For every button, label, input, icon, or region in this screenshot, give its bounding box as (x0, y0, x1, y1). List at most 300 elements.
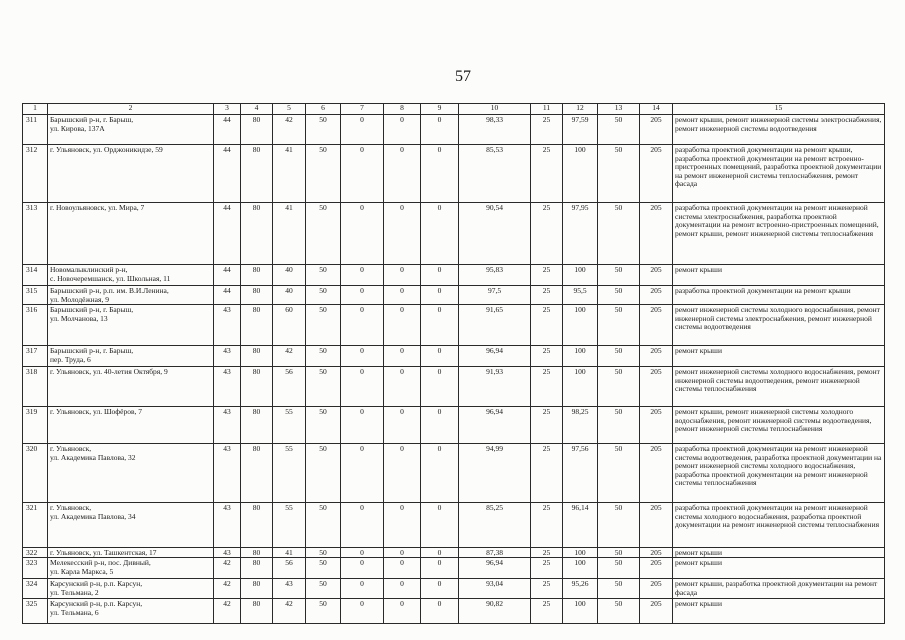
cell-col-8 (384, 145, 421, 203)
cell-text: 205 (650, 346, 662, 355)
cell-text: 205 (650, 599, 662, 608)
cell-text: 97,59 (571, 115, 589, 124)
page-number: 57 (455, 68, 471, 85)
cell-row-number (23, 599, 48, 624)
cell-col-5 (273, 305, 306, 346)
cell-text: 320 (26, 444, 38, 453)
cell-text: 50 (319, 444, 327, 453)
cell-row-number (23, 265, 48, 286)
cell-text: 96,14 (571, 503, 589, 512)
cell-text: 0 (360, 145, 364, 154)
cell-col-9 (421, 305, 459, 346)
cell-text: 0 (400, 145, 404, 154)
cell-col-3 (214, 265, 241, 286)
cell-col-6 (306, 115, 341, 145)
cell-works-description (673, 145, 885, 203)
cell-col-9 (421, 286, 459, 305)
cell-text: 318 (26, 367, 38, 376)
cell-text: 50 (614, 599, 623, 608)
cell-text: 25 (542, 203, 551, 212)
cell-col-13 (598, 203, 640, 265)
cell-col-4 (241, 367, 273, 407)
cell-text: 96,94 (486, 407, 503, 416)
cell-text: 0 (400, 305, 404, 314)
cell-text: 0 (437, 579, 442, 588)
cell-text: 50 (614, 145, 623, 154)
cell-col-8 (384, 265, 421, 286)
cell-text: 80 (252, 599, 261, 608)
cell-col-12 (563, 286, 598, 305)
cell-text: разработка проектной документации на ремонт инженерной системы водоотведения, разработка проектной документации на ремонт инженерной системы холодного водоснабжения, разработка проектной документации на ремонт инженерной системы теплоснабжения (675, 444, 882, 488)
cell-text: 50 (319, 286, 327, 295)
cell-col-10 (459, 599, 531, 624)
cell-col-7 (341, 407, 384, 444)
cell-col-5 (273, 558, 306, 579)
cell-text: 205 (650, 305, 662, 314)
cell-col-4 (241, 444, 273, 503)
cell-text: 44 (223, 265, 231, 274)
cell-text: 50 (319, 579, 327, 588)
cell-col-9 (421, 558, 459, 579)
cell-col-7 (341, 115, 384, 145)
cell-col-13 (598, 145, 640, 203)
cell-col-12 (563, 145, 598, 203)
cell-text: г. Ульяновск, ул. Орджоникидзе, 59 (50, 145, 163, 154)
cell-text: 80 (252, 265, 261, 274)
cell-text: 0 (400, 203, 404, 212)
cell-text: 50 (319, 346, 327, 355)
cell-col-4 (241, 599, 273, 624)
cell-text: 90,82 (486, 599, 503, 608)
cell-col-8 (384, 367, 421, 407)
cell-text: 80 (252, 203, 261, 212)
cell-text: 205 (650, 548, 662, 557)
cell-col-13 (598, 346, 640, 367)
column-header-9: 9 (421, 104, 459, 115)
cell-text: г. Ульяновск, ул. Ташкентская, 17 (50, 548, 157, 557)
cell-text: 0 (437, 145, 442, 154)
cell-text: 87,38 (486, 548, 503, 557)
column-header-4: 4 (241, 104, 273, 115)
cell-text: 80 (252, 346, 261, 355)
cell-text: 56 (285, 558, 293, 567)
cell-col-8 (384, 346, 421, 367)
cell-text: 95,5 (573, 286, 587, 295)
cell-col-10 (459, 444, 531, 503)
cell-col-8 (384, 115, 421, 145)
cell-text: 43 (223, 444, 231, 453)
cell-col-9 (421, 145, 459, 203)
cell-text: 80 (252, 503, 261, 512)
cell-text: 50 (319, 548, 327, 557)
cell-text: ремонт инженерной системы холодного водоснабжения, ремонт инженерной системы электроснабжения, ремонт инженерной системы водоотведения (675, 305, 880, 332)
cell-text: 42 (285, 115, 293, 124)
cell-text: 94,99 (486, 444, 503, 453)
table-row (23, 599, 885, 624)
cell-text: 0 (360, 305, 364, 314)
cell-text: 0 (400, 265, 404, 274)
cell-text: 85,25 (486, 503, 503, 512)
cell-text: 40 (285, 286, 293, 295)
table-row (23, 346, 885, 367)
cell-col-12 (563, 265, 598, 286)
cell-col-3 (214, 286, 241, 305)
cell-text: 322 (26, 548, 38, 557)
cell-col-10 (459, 305, 531, 346)
cell-col-6 (306, 203, 341, 265)
cell-text: 324 (26, 579, 38, 588)
cell-col-8 (384, 503, 421, 548)
cell-text: 205 (650, 145, 662, 154)
cell-text: 80 (252, 367, 261, 376)
cell-row-number (23, 558, 48, 579)
cell-text: 0 (360, 115, 364, 124)
cell-text: разработка проектной документации на ремонт крыши, разработка проектной документации на ремонт встроенно-пристроенных помещений, разработка проектной документации на ремонт инженерной системы теплоснабжения, ремонт фасада (675, 145, 882, 189)
cell-text: 50 (614, 203, 623, 212)
cell-text: 80 (252, 145, 261, 154)
cell-text: Карсунский р-н, р.п. Карсун, ул. Тельмана, 2 (50, 579, 143, 597)
cell-text: 25 (542, 407, 551, 416)
cell-text: 50 (319, 503, 327, 512)
cell-text: 97,95 (571, 203, 589, 212)
cell-col-11 (531, 203, 563, 265)
cell-col-14 (640, 203, 673, 265)
cell-col-5 (273, 579, 306, 599)
cell-text: 50 (614, 579, 623, 588)
cell-text: 0 (437, 503, 442, 512)
cell-text: 43 (223, 503, 231, 512)
cell-text: 50 (319, 145, 327, 154)
cell-text: 0 (437, 203, 442, 212)
cell-text: 95,83 (486, 265, 503, 274)
cell-row-number (23, 407, 48, 444)
table-row (23, 503, 885, 548)
cell-col-6 (306, 579, 341, 599)
cell-col-7 (341, 346, 384, 367)
cell-text: 50 (614, 407, 623, 416)
cell-works-description (673, 367, 885, 407)
cell-col-9 (421, 599, 459, 624)
cell-text: 100 (574, 346, 586, 355)
cell-text: 93,04 (486, 579, 503, 588)
cell-col-7 (341, 145, 384, 203)
cell-col-3 (214, 444, 241, 503)
cell-text: 50 (319, 599, 327, 608)
cell-text: 319 (26, 407, 38, 416)
table-row (23, 286, 885, 305)
cell-col-9 (421, 548, 459, 558)
cell-text: 80 (252, 407, 261, 416)
cell-row-number (23, 145, 48, 203)
cell-text: 44 (223, 286, 231, 295)
cell-address (48, 367, 214, 407)
cell-address (48, 599, 214, 624)
cell-col-3 (214, 407, 241, 444)
cell-text: 205 (650, 407, 662, 416)
cell-row-number (23, 305, 48, 346)
cell-text: 50 (614, 115, 623, 124)
cell-text: Барышский р-н, г. Барыш, ул. Кирова, 137А (50, 115, 134, 133)
cell-text: 97,5 (487, 286, 502, 295)
cell-col-9 (421, 115, 459, 145)
cell-address (48, 579, 214, 599)
cell-col-3 (214, 548, 241, 558)
cell-col-8 (384, 305, 421, 346)
cell-col-4 (241, 346, 273, 367)
cell-text: 80 (252, 305, 261, 314)
cell-text: 0 (437, 548, 442, 557)
cell-col-13 (598, 503, 640, 548)
cell-text: 25 (542, 346, 551, 355)
cell-col-11 (531, 115, 563, 145)
cell-text: 44 (223, 203, 231, 212)
cell-text: 43 (223, 367, 231, 376)
cell-col-10 (459, 286, 531, 305)
cell-works-description (673, 599, 885, 624)
cell-works-description (673, 548, 885, 558)
column-header-10: 10 (459, 104, 531, 115)
cell-col-7 (341, 503, 384, 548)
cell-col-12 (563, 115, 598, 145)
cell-row-number (23, 203, 48, 265)
table-row (23, 305, 885, 346)
cell-col-11 (531, 346, 563, 367)
cell-text: 25 (542, 265, 551, 274)
cell-col-11 (531, 367, 563, 407)
table-row (23, 444, 885, 503)
cell-text: 0 (360, 367, 364, 376)
cell-col-11 (531, 145, 563, 203)
cell-col-8 (384, 599, 421, 624)
cell-col-6 (306, 407, 341, 444)
cell-address (48, 115, 214, 145)
cell-text: 0 (400, 367, 404, 376)
cell-col-10 (459, 579, 531, 599)
cell-text: 25 (542, 286, 551, 295)
cell-works-description (673, 203, 885, 265)
cell-text: 55 (285, 503, 293, 512)
cell-text: 0 (400, 286, 404, 295)
cell-row-number (23, 548, 48, 558)
cell-text: 25 (542, 558, 551, 567)
cell-text: 323 (26, 558, 38, 567)
cell-col-14 (640, 548, 673, 558)
cell-text: 0 (400, 407, 404, 416)
cell-text: 311 (26, 115, 37, 124)
cell-text: 205 (650, 115, 662, 124)
cell-text: 80 (252, 444, 261, 453)
cell-col-10 (459, 346, 531, 367)
cell-col-12 (563, 444, 598, 503)
cell-col-7 (341, 367, 384, 407)
column-header-5: 5 (273, 104, 306, 115)
cell-text: 80 (252, 558, 261, 567)
column-header-8: 8 (384, 104, 421, 115)
cell-text: 85,53 (486, 145, 503, 154)
column-header-1: 1 (23, 104, 48, 115)
cell-text: 43 (223, 407, 231, 416)
cell-col-11 (531, 579, 563, 599)
cell-col-12 (563, 579, 598, 599)
cell-col-13 (598, 444, 640, 503)
cell-col-7 (341, 203, 384, 265)
cell-col-5 (273, 599, 306, 624)
cell-text: 95,26 (571, 579, 589, 588)
cell-text: разработка проектной документации на ремонт инженерной системы электроснабжения, разработка проектной документации на ремонт встроенно-пристроенных помещений, ремонт крыши, ремонт инженерной системы теплоснабжения (675, 203, 879, 238)
cell-col-14 (640, 367, 673, 407)
cell-text: 0 (400, 444, 404, 453)
cell-text: Барышский р-н, р.п. им. В.И.Ленина, ул. Молодёжная, 9 (50, 286, 169, 304)
cell-text: 205 (650, 579, 662, 588)
cell-col-9 (421, 265, 459, 286)
cell-text: 25 (542, 305, 551, 314)
cell-text: 25 (542, 145, 551, 154)
cell-address (48, 265, 214, 286)
cell-text: 50 (614, 286, 623, 295)
cell-col-14 (640, 346, 673, 367)
cell-text: ремонт крыши (675, 558, 722, 567)
cell-col-14 (640, 265, 673, 286)
cell-col-13 (598, 115, 640, 145)
column-header-14: 14 (640, 104, 673, 115)
cell-address (48, 145, 214, 203)
cell-col-11 (531, 503, 563, 548)
cell-col-11 (531, 599, 563, 624)
table-row (23, 203, 885, 265)
cell-col-13 (598, 407, 640, 444)
cell-col-5 (273, 203, 306, 265)
cell-text: 43 (223, 548, 231, 557)
column-header-6: 6 (306, 104, 341, 115)
cell-col-13 (598, 579, 640, 599)
cell-text: 42 (285, 346, 293, 355)
cell-col-8 (384, 203, 421, 265)
column-header-11: 11 (531, 104, 563, 115)
cell-col-14 (640, 145, 673, 203)
cell-text: 50 (319, 265, 327, 274)
cell-text: 205 (650, 503, 662, 512)
cell-text: 25 (542, 115, 551, 124)
cell-text: разработка проектной документации на ремонт инженерной системы холодного водоснабжения, разработка проектной документации на ремонт инженерной системы теплоснабжения (675, 503, 880, 530)
cell-col-6 (306, 503, 341, 548)
cell-address (48, 203, 214, 265)
cell-col-4 (241, 265, 273, 286)
cell-col-9 (421, 579, 459, 599)
cell-text: 0 (437, 599, 442, 608)
cell-text: 42 (223, 599, 231, 608)
column-header-13: 13 (598, 104, 640, 115)
cell-col-5 (273, 286, 306, 305)
cell-text: 96,94 (486, 558, 503, 567)
cell-text: 0 (360, 599, 364, 608)
cell-col-6 (306, 346, 341, 367)
table-row (23, 558, 885, 579)
column-header-12: 12 (563, 104, 598, 115)
cell-works-description (673, 305, 885, 346)
table-row (23, 115, 885, 145)
cell-text: 0 (360, 346, 364, 355)
cell-text: г. Ульяновск, ул. Академика Павлова, 32 (50, 444, 136, 462)
cell-col-12 (563, 346, 598, 367)
cell-col-10 (459, 115, 531, 145)
cell-col-14 (640, 305, 673, 346)
cell-col-9 (421, 444, 459, 503)
cell-col-4 (241, 548, 273, 558)
cell-text: 0 (400, 579, 404, 588)
cell-text: Барышский р-н, г. Барыш, ул. Молчанова, 13 (50, 305, 134, 323)
cell-text: 41 (285, 145, 293, 154)
cell-text: 0 (400, 503, 404, 512)
cell-text: 90,54 (486, 203, 503, 212)
cell-text: 25 (542, 599, 551, 608)
cell-col-3 (214, 346, 241, 367)
cell-text: ремонт крыши (675, 548, 722, 557)
cell-text: 44 (223, 145, 231, 154)
cell-col-5 (273, 503, 306, 548)
cell-text: 100 (574, 558, 586, 567)
cell-col-14 (640, 115, 673, 145)
cell-col-3 (214, 503, 241, 548)
cell-col-8 (384, 286, 421, 305)
cell-text: 80 (252, 286, 261, 295)
cell-row-number (23, 367, 48, 407)
cell-row-number (23, 286, 48, 305)
cell-col-3 (214, 145, 241, 203)
cell-text: 80 (252, 115, 261, 124)
cell-col-13 (598, 286, 640, 305)
cell-col-8 (384, 558, 421, 579)
cell-col-3 (214, 367, 241, 407)
cell-col-5 (273, 407, 306, 444)
cell-text: 0 (437, 367, 442, 376)
cell-works-description (673, 444, 885, 503)
cell-col-7 (341, 265, 384, 286)
cell-text: Новомалыклинский р-н, с. Новочеремшанск, ул. Школьная, 11 (50, 265, 171, 283)
cell-text: 50 (614, 503, 623, 512)
cell-text: 205 (650, 444, 662, 453)
cell-text: 40 (285, 265, 293, 274)
cell-col-3 (214, 115, 241, 145)
cell-text: 0 (360, 548, 364, 557)
table-row (23, 407, 885, 444)
cell-text: 44 (223, 115, 231, 124)
cell-text: 325 (26, 599, 38, 608)
cell-text: 50 (614, 548, 623, 557)
cell-text: 0 (400, 599, 404, 608)
cell-col-9 (421, 407, 459, 444)
cell-text: 50 (614, 346, 623, 355)
cell-text: 50 (614, 305, 623, 314)
cell-col-13 (598, 305, 640, 346)
cell-text: 25 (542, 444, 551, 453)
cell-text: 0 (360, 286, 364, 295)
cell-text: 80 (252, 579, 261, 588)
cell-text: 50 (319, 407, 327, 416)
table-row (23, 145, 885, 203)
cell-works-description (673, 503, 885, 548)
cell-text: ремонт крыши (675, 599, 722, 608)
cell-col-12 (563, 203, 598, 265)
cell-text: 25 (542, 579, 551, 588)
cell-col-11 (531, 286, 563, 305)
cell-text: 50 (319, 305, 327, 314)
cell-text: ремонт крыши, ремонт инженерной системы холодного водоснабжения, ремонт инженерной системы водоотведения, ремонт инженерной системы теплоснабжения (675, 407, 872, 434)
cell-col-8 (384, 579, 421, 599)
cell-col-10 (459, 145, 531, 203)
column-header-7: 7 (341, 104, 384, 115)
cell-col-7 (341, 579, 384, 599)
cell-text: 205 (650, 265, 662, 274)
